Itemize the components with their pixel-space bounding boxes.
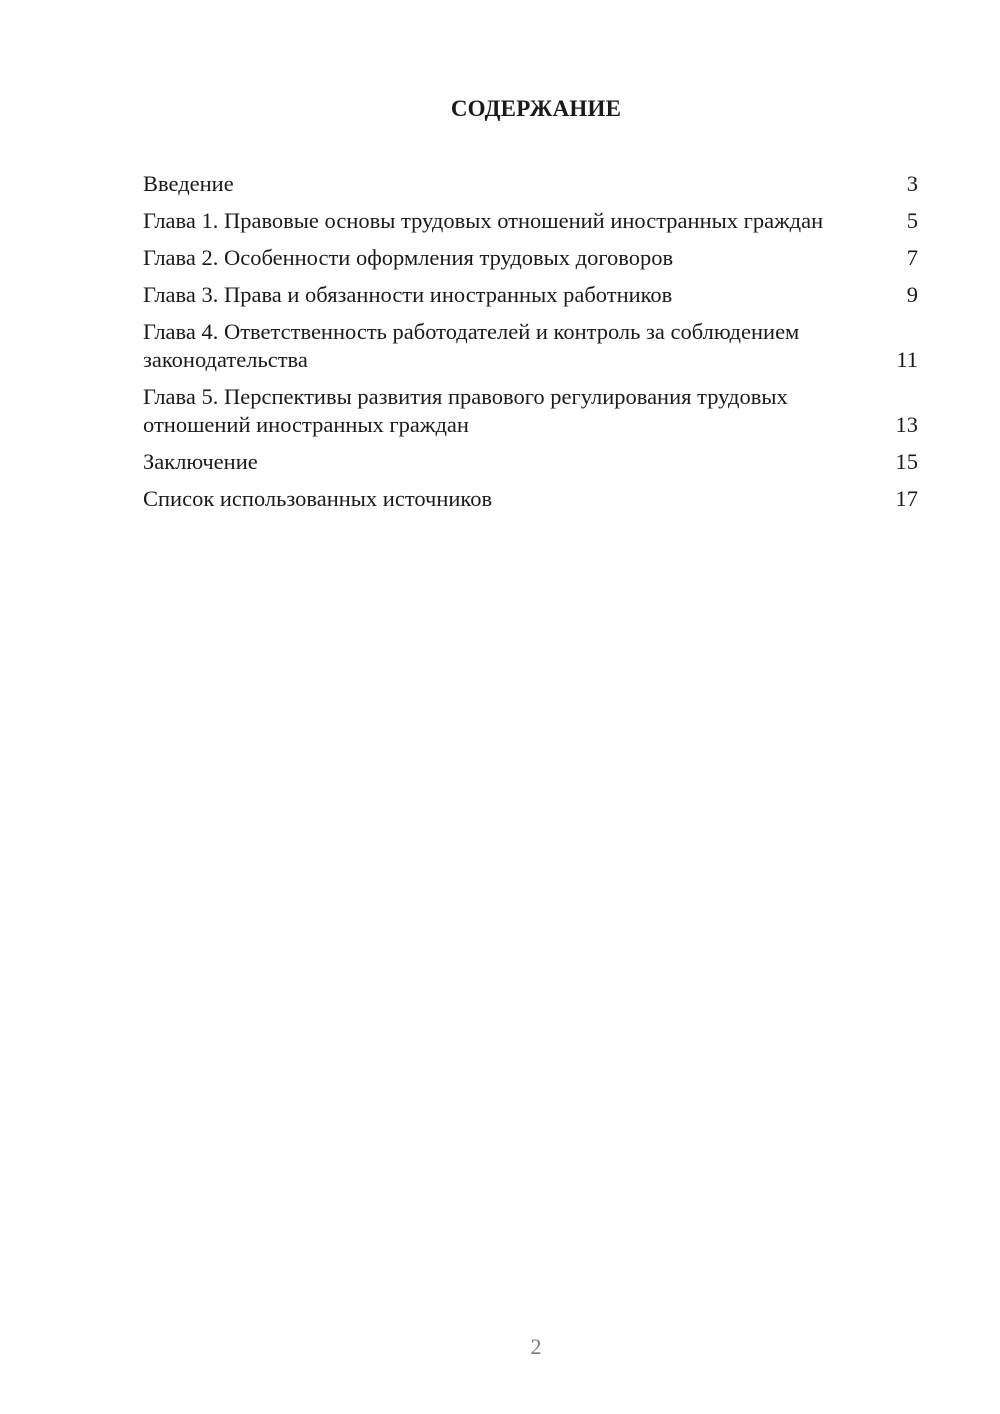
toc-entry-title: Список использованных источников (143, 486, 493, 511)
page-number: 2 (530, 1334, 542, 1359)
toc-entry-title: Глава 5. Перспективы развития правового регулирования трудовых отношений иностранных граждан (143, 384, 788, 437)
toc-entry (143, 244, 918, 272)
toc-entry (143, 383, 918, 439)
toc-entry (143, 170, 918, 198)
toc-entry-title: Глава 1. Правовые основы трудовых отношений иностранных граждан (143, 208, 824, 233)
toc-entry (143, 448, 918, 476)
toc-entry-page: 15 (895, 449, 918, 474)
toc-entry-title: Глава 4. Ответственность работодателей и контроль за соблюдением законодательства (143, 319, 800, 372)
toc-entry-page: 7 (906, 245, 918, 270)
table-of-contents (143, 170, 918, 522)
toc-entry (143, 281, 918, 309)
toc-entry-title: Глава 3. Права и обязанности иностранных работников (143, 282, 673, 307)
toc-entry-page: 17 (895, 486, 918, 511)
toc-entry-page: 11 (896, 347, 918, 372)
toc-entry-page: 3 (906, 171, 918, 196)
toc-entry-title: Заключение (143, 449, 258, 474)
toc-entry-page: 5 (906, 208, 918, 233)
toc-entry-title: Глава 2. Особенности оформления трудовых договоров (143, 245, 674, 270)
toc-entry (143, 485, 918, 513)
toc-entry (143, 318, 918, 374)
page-title: СОДЕРЖАНИЕ (450, 96, 622, 121)
toc-entry (143, 207, 918, 235)
toc-entry-title: Введение (143, 171, 234, 196)
toc-entry-page: 13 (895, 412, 918, 437)
toc-entry-page: 9 (906, 282, 918, 307)
